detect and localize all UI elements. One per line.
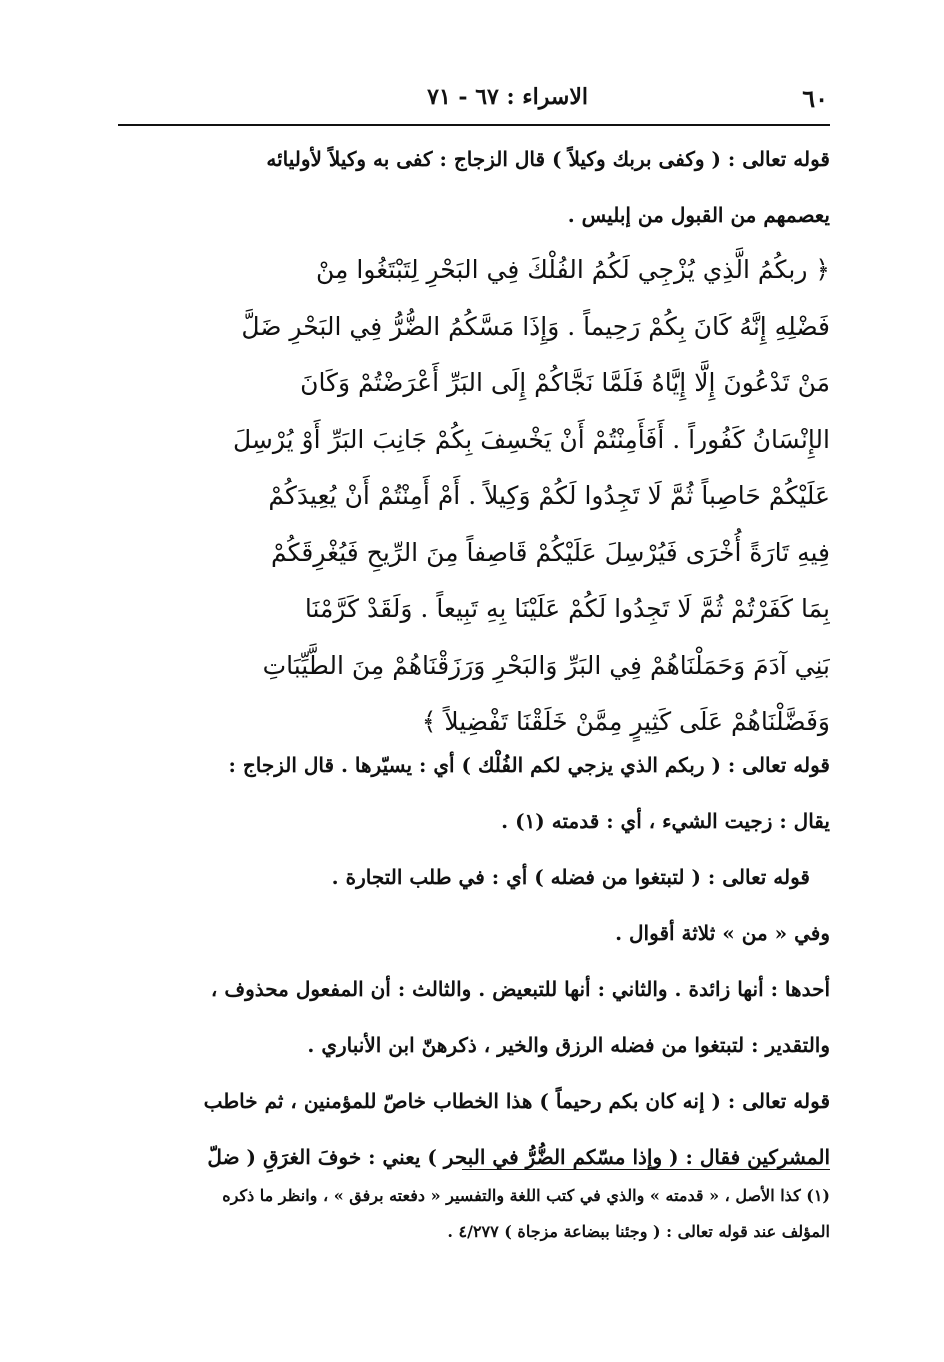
commentary-line: أحدها : أنها زائدة . والثاني : أنها للتبعيض . والثالث : أن المفعول محذوف ، <box>210 977 830 1001</box>
verse-line: بِمَا كَفَرْتُمْ ثُمَّ لَا تَجِدُوا لَكُمْ عَلَيْنَا بِهِ تَبِيعاً . وَلَقَدْ كَرَّمْنَا <box>304 594 830 623</box>
verse-line: الإِنْسَانُ كَفُوراً . أَفَأَمِنْتُمْ أَنْ يَخْسِفَ بِكُمْ جَانِبَ البَرِّ أَوْ يُرْسِلَ <box>232 424 830 454</box>
footnote-rule <box>462 1169 830 1170</box>
verse-line: مَنْ تَدْعُونَ إِلَّا إِيَّاهُ فَلَمَّا نَجَّاكُمْ إِلَى البَرِّ أَعْرَضْتُمْ وَكَانَ <box>300 368 830 397</box>
commentary-line: يعصمهم من القبول من إبليس . <box>567 203 830 227</box>
verse-line: عَلَيْكُمْ حَاصِباً ثُمَّ لَا تَجِدُوا لَكُمْ وَكِيلاً . أَمْ أَمِنْتُمْ أَنْ يُعِيدَكُمْ <box>268 481 830 510</box>
commentary-line: وفي « من » ثلاثة أقوال . <box>615 921 830 945</box>
commentary-line: قوله تعالى : ( إنه كان بكم رحيماً ) هذا الخطاب خاصّ للمؤمنين ، ثم خاطب <box>203 1089 830 1113</box>
page-number: ٦٠ <box>802 84 828 113</box>
verse-line: فِيهِ تَارَةً أُخْرَى فَيُرْسِلَ عَلَيْكُمْ قَاصِفاً مِنَ الرِّيحِ فَيُغْرِقَكُمْ <box>270 537 830 567</box>
verse-line: فَضْلِهِ إِنَّهُ كَانَ بِكُمْ رَحِيماً . وَإِذَا مَسَّكُمُ الضُّرُّ فِي البَحْرِ ضَلَّ <box>241 311 830 341</box>
header-rule <box>118 124 830 126</box>
commentary-line: يقال : زجيت الشيء ، أي : قدمته (١) . <box>501 809 830 833</box>
quran-verse <box>118 242 830 751</box>
commentary-line: قوله تعالى : ( لتبتغوا من فضله ) أي : في طلب التجارة . <box>331 865 810 889</box>
verse-line: بَنِي آدَمَ وَحَمَلْنَاهُمْ فِي البَرِّ وَالبَحْرِ وَرَزَقْنَاهُمْ مِنَ الطَّيِّبَاتِ <box>262 650 830 680</box>
commentary-line: والتقدير : لتبتغوا من فضله الرزق والخير ، ذكرهنّ ابن الأنباري . <box>307 1033 830 1057</box>
verse-line: ﴿ ربكُمُ الَّذِي يُزْجِي لَكُمُ الفُلْكَ فِي البَحْرِ لِتَبْتَغُوا مِنْ <box>316 255 830 284</box>
footnote-line: (١) كذا الأصل ، « قدمته » والذي في كتب اللغة والتفسير « دفعته برفق » ، وانظر ما ذكره <box>222 1186 830 1205</box>
commentary-line: قوله تعالى : ( وكفى بربك وكيلاً ) قال الزجاج : كفى به وكيلاً لأوليائه <box>266 147 830 171</box>
footnote-line: المؤلف عند قوله تعالى : ( وجئنا ببضاعة مزجاة ) ٤/٢٧٧ . <box>447 1222 830 1241</box>
commentary-body <box>118 737 830 1185</box>
page-header <box>118 78 828 118</box>
top-commentary <box>118 131 830 243</box>
footnote <box>118 1178 830 1250</box>
commentary-line: المشركين فقال : ( وإذا مسّكم الضُّرُّ في البحر ) يعني : خوفَ الغرَقِ ( ضلّ <box>207 1145 830 1169</box>
verse-line: وَفَضَّلْنَاهُمْ عَلَى كَثِيرٍ مِمَّنْ خَلَقْنَا تَفْضِيلاً ﴾ <box>421 707 830 736</box>
commentary-line: قوله تعالى : ( ربكم الذي يزجي لكم الفُلْك ) أي : يسيّرها . قال الزجاج : <box>228 753 830 777</box>
running-title: الاسراء : ٦٧ - ٧١ <box>427 84 588 110</box>
